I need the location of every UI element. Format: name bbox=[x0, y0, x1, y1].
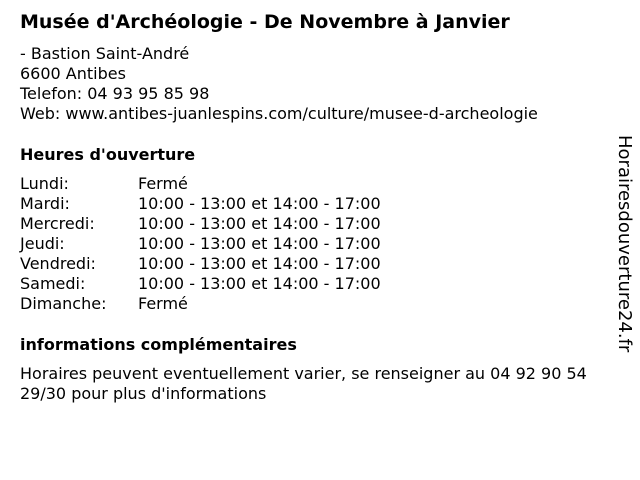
hours-row-thursday bbox=[20, 234, 381, 254]
watermark bbox=[612, 135, 636, 353]
hours-day: Jeudi: bbox=[20, 234, 65, 253]
hours-row-sunday bbox=[20, 294, 381, 314]
opening-hours-table bbox=[20, 174, 381, 314]
hours-row-saturday bbox=[20, 274, 381, 294]
hours-time: Fermé bbox=[138, 174, 188, 193]
address-street: - Bastion Saint-André bbox=[20, 44, 190, 63]
hours-time: 10:00 - 13:00 et 14:00 - 17:00 bbox=[138, 194, 381, 213]
additional-info-text: Horaires peuvent eventuellement varier, se renseigner au 04 92 90 54 29/30 pour plus d'informations bbox=[20, 364, 587, 403]
hours-time: 10:00 - 13:00 et 14:00 - 17:00 bbox=[138, 254, 381, 273]
page-title: Musée d'Archéologie - De Novembre à Janvier bbox=[20, 11, 510, 33]
hours-day: Dimanche: bbox=[20, 294, 107, 313]
address-city: 6600 Antibes bbox=[20, 64, 126, 83]
hours-time: Fermé bbox=[138, 294, 188, 313]
hours-row-wednesday bbox=[20, 214, 381, 234]
hours-row-friday bbox=[20, 254, 381, 274]
watermark-text: Horairesdouverture24.fr bbox=[614, 135, 635, 353]
address-phone: Telefon: 04 93 95 85 98 bbox=[20, 84, 210, 103]
hours-day: Mardi: bbox=[20, 194, 70, 213]
hours-time: 10:00 - 13:00 et 14:00 - 17:00 bbox=[138, 214, 381, 233]
hours-day: Vendredi: bbox=[20, 254, 96, 273]
hours-day: Mercredi: bbox=[20, 214, 95, 233]
hours-row-monday bbox=[20, 174, 381, 194]
hours-time: 10:00 - 13:00 et 14:00 - 17:00 bbox=[138, 234, 381, 253]
hours-day: Lundi: bbox=[20, 174, 69, 193]
opening-hours-heading: Heures d'ouverture bbox=[20, 145, 196, 164]
hours-row-tuesday bbox=[20, 194, 381, 214]
address-block bbox=[20, 44, 538, 124]
hours-day: Samedi: bbox=[20, 274, 86, 293]
additional-info-heading: informations complémentaires bbox=[20, 335, 297, 354]
address-web: Web: www.antibes-juanlespins.com/culture/musee-d-archeologie bbox=[20, 104, 538, 123]
hours-time: 10:00 - 13:00 et 14:00 - 17:00 bbox=[138, 274, 381, 293]
